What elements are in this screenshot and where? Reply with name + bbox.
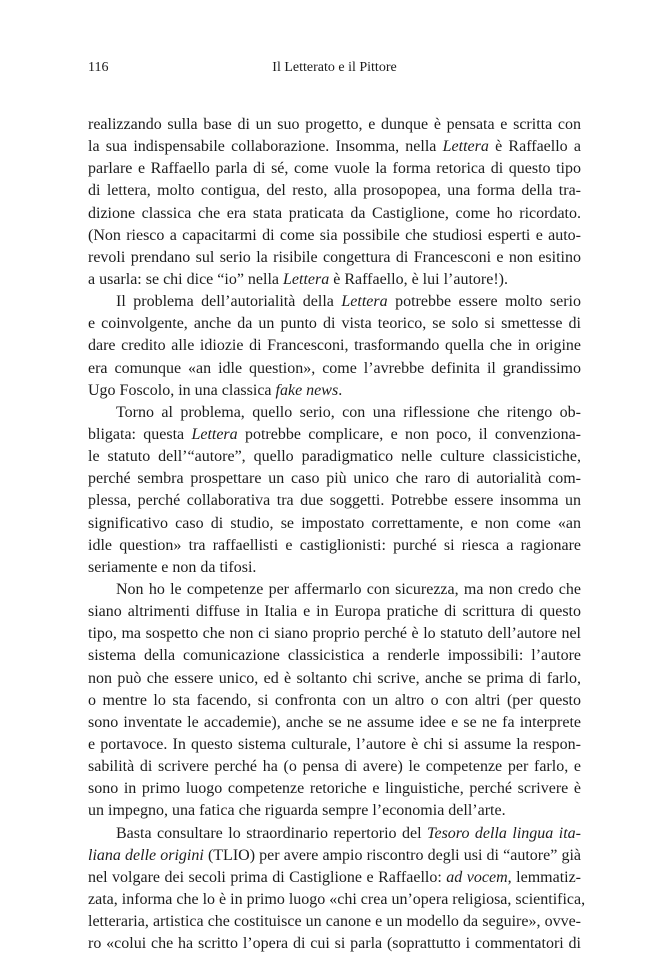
text-line [88, 734, 581, 756]
italic-text: Lettera [442, 138, 489, 156]
text-line [88, 601, 581, 623]
text-segment: ro «colui che ha scritto l’opera di cui si parla (soprattutto i commentatori di [88, 935, 581, 953]
text-segment: è Raffaello a [488, 138, 581, 156]
text-segment: perché sembra prospettare un caso più unico che raro di autorialità com- [88, 470, 581, 488]
text-segment: tipo, ma sospetto che non ci siano proprio perché è lo statuto dell’autore nel [88, 625, 581, 643]
text-segment: parlare e Raffaello parla di sé, come vuole la forma retorica di questo tipo [88, 160, 581, 178]
text-segment: potrebbe essere molto serio [387, 293, 581, 311]
text-line [88, 845, 581, 867]
text-line [88, 690, 581, 712]
italic-text: Lettera [191, 425, 238, 443]
italic-text: liana delle origini [88, 846, 204, 864]
text-segment: un impegno, una fatica che riguarda sempre l’economia dell’arte. [88, 802, 506, 820]
text-segment: sabilità di scrivere perché ha (o pensa di avere) le competenze per farlo, e [88, 758, 581, 776]
text-segment: seriamente e non da tifosi. [88, 558, 257, 576]
text-segment: significativo caso di studio, se impostato correttamente, e non come «an [88, 514, 581, 532]
text-segment: a usarla: se chi dice “io” nella [88, 270, 284, 288]
text-line [88, 180, 581, 202]
text-segment: Non ho le competenze per affermarlo con sicurezza, ma non credo che [116, 580, 581, 598]
text-line [88, 800, 581, 822]
text-segment: (TLIO) per avere ampio riscontro degli usi di “autore” già [203, 846, 581, 864]
text-segment: Il problema dell’autorialità della [116, 293, 342, 311]
text-line [88, 114, 581, 136]
text-segment: non può che essere unico, ed è soltanto chi scrive, anche se prima di farlo, [88, 669, 581, 687]
text-line [88, 623, 581, 645]
text-segment: nel volgare dei secoli prima di Castiglione e Raffaello: [88, 868, 447, 886]
text-segment: era comunque «an idle question», come l’avrebbe definita il grandissimo [88, 359, 581, 377]
text-line [88, 535, 581, 557]
text-line [88, 335, 581, 357]
text-line [88, 269, 581, 291]
text-segment: (Non riesco a capacitarmi di come sia possibile che studiosi esperti e auto- [88, 226, 581, 244]
text-line [88, 823, 581, 845]
text-line [88, 225, 581, 247]
text-segment: sono in primo luogo competenze retoriche e linguistiche, perché scrivere è [88, 780, 581, 798]
text-line [88, 579, 581, 601]
text-segment: sistema della comunicazione classicistica a renderle impossibili: l’autore [88, 647, 581, 665]
body-text [88, 114, 586, 955]
running-title: Il Letterato e il Pittore [272, 60, 397, 75]
text-segment: Torno al problema, quello serio, con una riflessione che ritengo ob- [116, 403, 581, 421]
text-segment: plessa, perché collaborativa tra due soggetti. Potrebbe essere insomma un [88, 492, 581, 510]
text-line [88, 933, 581, 955]
text-line [88, 513, 581, 535]
text-segment: . [338, 381, 343, 399]
text-line [88, 402, 581, 424]
text-line [88, 313, 581, 335]
text-segment: Basta consultare lo straordinario repertorio del [116, 824, 428, 842]
text-line [88, 490, 581, 512]
text-segment: le statuto dell’“autore”, quello paradigmatico nelle culture classicistiche, [88, 448, 581, 466]
text-line [88, 468, 581, 490]
text-segment: dizione classica che era stata praticata da Castiglione, come ho ricordato. [88, 204, 581, 222]
italic-text: Lettera [283, 270, 330, 288]
text-line [88, 889, 586, 911]
text-segment: , lemmatiz- [507, 868, 582, 886]
text-segment: e coinvolgente, anche da un punto di vista teorico, se solo si smettesse di [88, 315, 581, 333]
text-segment: realizzando sulla base di un suo progetto, e dunque è pensata e scritta con [88, 116, 581, 133]
text-segment: letteraria, artistica che costituisce un canone e un modello da seguire», ovve- [88, 913, 581, 931]
text-line [88, 778, 581, 800]
text-segment: Ugo Foscolo, in una classica [88, 381, 276, 399]
text-segment: di lettera, molto contigua, del resto, alla prosopopea, una forma della tra- [88, 182, 581, 200]
text-line [88, 712, 581, 734]
text-segment: zata, informa che lo è in primo luogo «chi crea un’opera religiosa, scientifica, [88, 890, 586, 908]
text-segment: la sua indispensabile collaborazione. Insomma, nella [88, 138, 443, 156]
text-segment: e portavoce. In questo sistema culturale, l’autore è chi si assume la respon- [88, 735, 581, 753]
text-segment: dare credito alle idiozie di Francesconi, trasformando quella che in origine [88, 337, 581, 355]
text-line [88, 446, 581, 468]
text-segment: sono inventate le accademie), anche se ne assume idee e se ne fa interprete [88, 713, 581, 731]
text-line [88, 158, 581, 180]
text-line [88, 380, 581, 402]
text-segment: bligata: questa [88, 425, 192, 443]
text-line [88, 911, 581, 933]
text-segment: idle question» tra raffaellisti e castiglionisti: purché si riesca a ragionare [88, 536, 581, 554]
text-line [88, 867, 581, 889]
text-line [88, 424, 581, 446]
text-line [88, 136, 581, 158]
text-line [88, 645, 581, 667]
text-segment: o mentre lo sta facendo, si confronta con un altro o con altri (per questo [88, 691, 581, 709]
text-line [88, 668, 581, 690]
page-header [88, 60, 581, 80]
text-line [88, 358, 581, 380]
text-line [88, 247, 581, 269]
text-line [88, 557, 581, 579]
italic-text: ad vocem [446, 868, 508, 886]
text-line [88, 756, 581, 778]
text-segment: è Raffaello, è lui l’autore!). [329, 270, 508, 288]
text-segment: siano altrimenti diffuse in Italia e in Europa pratiche di scrittura di questo [88, 603, 581, 621]
text-segment: potrebbe complicare, e non poco, il convenziona- [237, 425, 581, 443]
text-line [88, 291, 581, 313]
text-line [88, 203, 581, 225]
italic-text: fake news [275, 381, 339, 399]
page-number: 116 [88, 60, 109, 75]
text-segment: revoli prendano sul serio la risibile congettura di Francesconi e non esitino [88, 248, 581, 266]
italic-text: Lettera [341, 293, 388, 311]
italic-text: Tesoro della lingua ita- [427, 824, 581, 842]
